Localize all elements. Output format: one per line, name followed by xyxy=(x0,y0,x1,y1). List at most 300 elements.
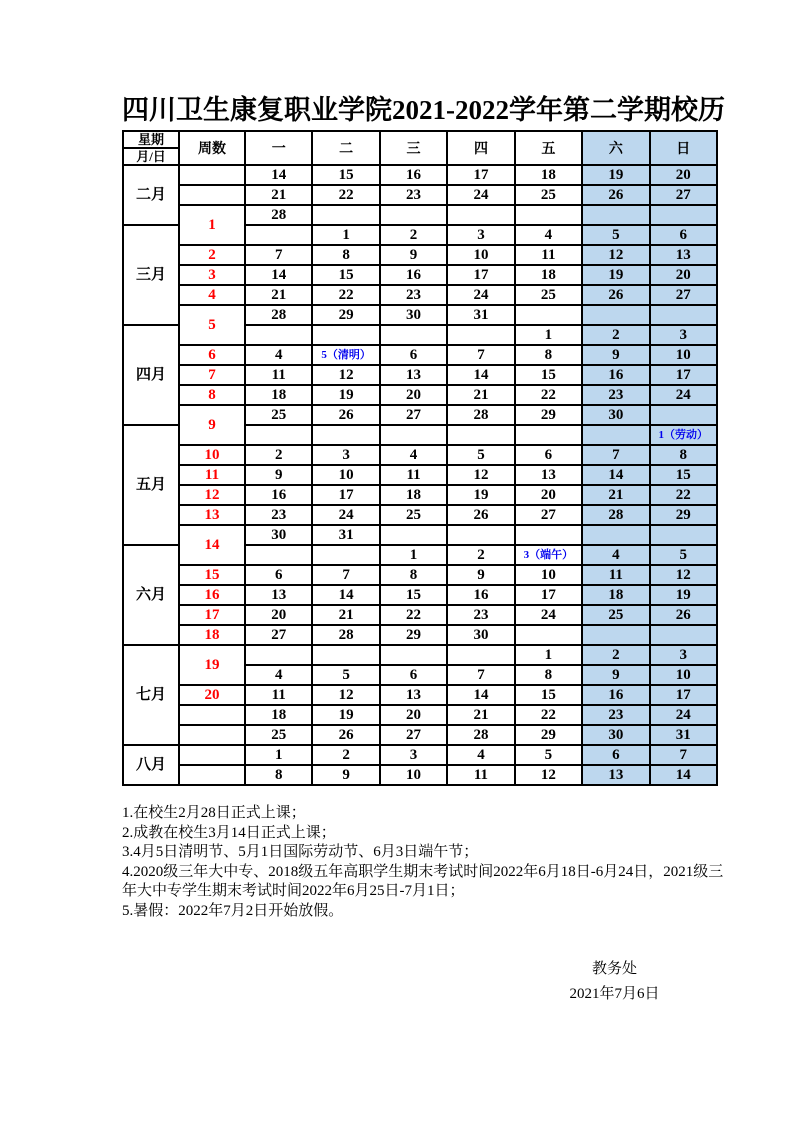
day-cell: 6 xyxy=(380,345,447,365)
header-day: 三 xyxy=(380,131,447,165)
day-cell: 29 xyxy=(380,625,447,645)
week-number-cell: 3 xyxy=(179,265,245,285)
header-day: 四 xyxy=(447,131,514,165)
month-cell: 四月 xyxy=(123,325,179,425)
day-cell: 11 xyxy=(245,685,312,705)
day-cell: 9 xyxy=(312,765,379,785)
week-number-cell: 6 xyxy=(179,345,245,365)
calendar-row xyxy=(123,765,717,785)
day-cell: 4 xyxy=(245,345,312,365)
calendar-row xyxy=(123,685,717,705)
week-number-cell xyxy=(179,165,245,185)
day-cell: 1 xyxy=(312,225,379,245)
day-cell: 14 xyxy=(447,685,514,705)
day-cell: 4 xyxy=(245,665,312,685)
day-cell: 11 xyxy=(447,765,514,785)
header-day: 五 xyxy=(515,131,582,165)
week-number-cell: 10 xyxy=(179,445,245,465)
day-cell: 9 xyxy=(380,245,447,265)
day-cell: 2 xyxy=(312,745,379,765)
week-number-cell: 12 xyxy=(179,485,245,505)
day-cell: 21 xyxy=(245,285,312,305)
day-cell: 21 xyxy=(447,705,514,725)
day-cell xyxy=(515,525,582,545)
month-cell: 三月 xyxy=(123,225,179,325)
week-number-cell: 18 xyxy=(179,625,245,645)
calendar-row xyxy=(123,705,717,725)
day-cell: 21 xyxy=(312,605,379,625)
day-cell: 8 xyxy=(650,445,717,465)
day-cell: 24 xyxy=(312,505,379,525)
day-cell: 28 xyxy=(447,405,514,425)
day-cell: 12 xyxy=(582,245,649,265)
day-cell: 7 xyxy=(447,345,514,365)
day-cell: 2 xyxy=(380,225,447,245)
calendar-row xyxy=(123,405,717,425)
day-cell: 27 xyxy=(650,185,717,205)
week-number-cell xyxy=(179,765,245,785)
day-cell: 21 xyxy=(447,385,514,405)
day-cell xyxy=(312,205,379,225)
day-cell: 30 xyxy=(380,305,447,325)
calendar-row xyxy=(123,505,717,525)
calendar-header-row xyxy=(123,131,717,165)
day-cell: 4 xyxy=(582,545,649,565)
day-cell: 12 xyxy=(312,365,379,385)
day-cell: 28 xyxy=(447,725,514,745)
week-number-cell: 4 xyxy=(179,285,245,305)
day-cell: 31 xyxy=(447,305,514,325)
day-cell: 3（端午） xyxy=(515,545,582,565)
signature-department: 教务处 xyxy=(591,961,637,977)
day-cell: 6 xyxy=(245,565,312,585)
day-cell xyxy=(515,425,582,445)
calendar-row xyxy=(123,585,717,605)
calendar-row xyxy=(123,565,717,585)
day-cell: 15 xyxy=(515,365,582,385)
day-cell: 14 xyxy=(582,465,649,485)
day-cell: 23 xyxy=(582,705,649,725)
day-cell xyxy=(582,625,649,645)
day-cell: 19 xyxy=(582,165,649,185)
week-number-cell xyxy=(179,745,245,765)
calendar-row xyxy=(123,645,717,665)
day-cell xyxy=(515,205,582,225)
day-cell: 11 xyxy=(515,245,582,265)
note-line: 2.成教在校生3月14日正式上课； xyxy=(122,824,336,841)
day-cell xyxy=(582,425,649,445)
day-cell: 5 xyxy=(312,665,379,685)
day-cell: 15 xyxy=(515,685,582,705)
day-cell: 12 xyxy=(515,765,582,785)
day-cell: 11 xyxy=(380,465,447,485)
day-cell: 7 xyxy=(650,745,717,765)
day-cell: 17 xyxy=(447,265,514,285)
day-cell: 1 xyxy=(515,645,582,665)
day-cell: 12 xyxy=(650,565,717,585)
day-cell: 22 xyxy=(380,605,447,625)
day-cell xyxy=(380,205,447,225)
day-cell: 10 xyxy=(312,465,379,485)
day-cell: 13 xyxy=(380,685,447,705)
day-cell: 9 xyxy=(582,665,649,685)
day-cell: 28 xyxy=(312,625,379,645)
day-cell: 11 xyxy=(245,365,312,385)
day-cell: 19 xyxy=(582,265,649,285)
day-cell: 17 xyxy=(312,485,379,505)
day-cell: 4 xyxy=(515,225,582,245)
month-cell: 七月 xyxy=(123,645,179,745)
day-cell: 8 xyxy=(245,765,312,785)
day-cell xyxy=(245,645,312,665)
calendar-row xyxy=(123,165,717,185)
day-cell: 16 xyxy=(582,365,649,385)
day-cell: 8 xyxy=(380,565,447,585)
day-cell: 3 xyxy=(380,745,447,765)
day-cell xyxy=(380,525,447,545)
note-line: 4.2020级三年大中专、2018级五年高职学生期末考试时间2022年6月18日-6月24日，2021级三年大中专学生期末考试时间2022年6月25日-7月1日； xyxy=(122,863,724,899)
day-cell: 6 xyxy=(582,745,649,765)
day-cell xyxy=(650,525,717,545)
signature-block xyxy=(527,957,702,1007)
day-cell: 22 xyxy=(515,385,582,405)
day-cell: 23 xyxy=(245,505,312,525)
calendar-row xyxy=(123,365,717,385)
day-cell: 19 xyxy=(312,385,379,405)
day-cell xyxy=(650,205,717,225)
day-cell xyxy=(447,525,514,545)
day-cell: 22 xyxy=(312,285,379,305)
day-cell: 14 xyxy=(245,165,312,185)
calendar-table xyxy=(122,130,718,786)
day-cell: 24 xyxy=(447,185,514,205)
day-cell: 10 xyxy=(447,245,514,265)
day-cell: 25 xyxy=(245,725,312,745)
calendar-row xyxy=(123,465,717,485)
day-cell: 16 xyxy=(380,165,447,185)
calendar-row xyxy=(123,485,717,505)
day-cell: 1（劳动） xyxy=(650,425,717,445)
day-cell: 28 xyxy=(245,205,312,225)
day-cell: 14 xyxy=(650,765,717,785)
header-day: 六 xyxy=(582,131,649,165)
day-cell: 18 xyxy=(245,385,312,405)
day-cell: 16 xyxy=(245,485,312,505)
day-cell: 10 xyxy=(650,345,717,365)
calendar-row xyxy=(123,285,717,305)
day-cell: 9 xyxy=(447,565,514,585)
day-cell: 29 xyxy=(515,405,582,425)
week-number-cell xyxy=(179,185,245,205)
day-cell: 24 xyxy=(650,705,717,725)
day-cell: 16 xyxy=(447,585,514,605)
day-cell: 1 xyxy=(245,745,312,765)
calendar-row xyxy=(123,345,717,365)
day-cell: 23 xyxy=(380,285,447,305)
day-cell: 30 xyxy=(245,525,312,545)
day-cell: 20 xyxy=(245,605,312,625)
day-cell xyxy=(380,425,447,445)
day-cell: 27 xyxy=(650,285,717,305)
day-cell: 22 xyxy=(515,705,582,725)
day-cell: 20 xyxy=(380,705,447,725)
calendar-row xyxy=(123,265,717,285)
day-cell: 25 xyxy=(582,605,649,625)
day-cell: 26 xyxy=(312,405,379,425)
day-cell: 16 xyxy=(380,265,447,285)
day-cell xyxy=(447,205,514,225)
day-cell xyxy=(312,425,379,445)
day-cell: 8 xyxy=(515,665,582,685)
day-cell: 17 xyxy=(650,365,717,385)
day-cell xyxy=(447,425,514,445)
day-cell: 21 xyxy=(582,485,649,505)
day-cell: 6 xyxy=(380,665,447,685)
week-number-cell: 7 xyxy=(179,365,245,385)
day-cell: 26 xyxy=(312,725,379,745)
day-cell: 24 xyxy=(515,605,582,625)
day-cell: 23 xyxy=(582,385,649,405)
day-cell: 19 xyxy=(312,705,379,725)
week-number-cell: 5 xyxy=(179,305,245,345)
page-title: 四川卫生康复职业学院2021-2022学年第二学期校历 xyxy=(122,95,725,125)
day-cell: 5 xyxy=(447,445,514,465)
day-cell xyxy=(515,625,582,645)
note-line: 5.暑假：2022年7月2日开始放假。 xyxy=(122,902,344,919)
day-cell: 28 xyxy=(582,505,649,525)
day-cell: 28 xyxy=(245,305,312,325)
day-cell: 17 xyxy=(650,685,717,705)
day-cell: 10 xyxy=(515,565,582,585)
header-day: 一 xyxy=(245,131,312,165)
day-cell: 19 xyxy=(650,585,717,605)
day-cell: 26 xyxy=(650,605,717,625)
day-cell: 18 xyxy=(515,165,582,185)
day-cell: 9 xyxy=(245,465,312,485)
day-cell: 2 xyxy=(447,545,514,565)
day-cell: 22 xyxy=(312,185,379,205)
header-day: 日 xyxy=(650,131,717,165)
day-cell: 6 xyxy=(650,225,717,245)
day-cell xyxy=(447,645,514,665)
day-cell: 13 xyxy=(650,245,717,265)
calendar-row xyxy=(123,185,717,205)
day-cell: 13 xyxy=(380,365,447,385)
week-number-cell xyxy=(179,705,245,725)
day-cell: 26 xyxy=(447,505,514,525)
day-cell: 13 xyxy=(582,765,649,785)
day-cell: 9 xyxy=(582,345,649,365)
week-number-cell xyxy=(179,725,245,745)
day-cell xyxy=(245,325,312,345)
day-cell: 15 xyxy=(312,165,379,185)
day-cell: 8 xyxy=(312,245,379,265)
day-cell: 13 xyxy=(245,585,312,605)
day-cell: 4 xyxy=(380,445,447,465)
day-cell: 15 xyxy=(650,465,717,485)
week-number-cell: 16 xyxy=(179,585,245,605)
day-cell: 24 xyxy=(650,385,717,405)
calendar-row xyxy=(123,305,717,325)
day-cell: 15 xyxy=(312,265,379,285)
day-cell: 14 xyxy=(245,265,312,285)
day-cell: 30 xyxy=(582,725,649,745)
week-number-cell: 1 xyxy=(179,205,245,245)
day-cell xyxy=(312,325,379,345)
day-cell: 18 xyxy=(515,265,582,285)
month-cell: 五月 xyxy=(123,425,179,545)
day-cell: 29 xyxy=(312,305,379,325)
day-cell: 20 xyxy=(380,385,447,405)
day-cell xyxy=(245,225,312,245)
day-cell: 29 xyxy=(650,505,717,525)
day-cell: 26 xyxy=(582,285,649,305)
day-cell: 12 xyxy=(447,465,514,485)
day-cell: 10 xyxy=(380,765,447,785)
day-cell xyxy=(312,545,379,565)
week-number-cell: 14 xyxy=(179,525,245,565)
day-cell: 5（清明） xyxy=(312,345,379,365)
day-cell: 16 xyxy=(582,685,649,705)
calendar-row xyxy=(123,525,717,545)
day-cell: 6 xyxy=(515,445,582,465)
day-cell: 3 xyxy=(312,445,379,465)
day-cell xyxy=(650,305,717,325)
day-cell: 1 xyxy=(380,545,447,565)
month-cell: 八月 xyxy=(123,745,179,785)
day-cell xyxy=(582,205,649,225)
corner-label-weekday: 星期 xyxy=(124,132,178,149)
day-cell xyxy=(650,625,717,645)
header-week-number: 周数 xyxy=(179,131,245,165)
day-cell: 15 xyxy=(380,585,447,605)
day-cell: 27 xyxy=(380,725,447,745)
month-cell: 六月 xyxy=(123,545,179,645)
week-number-cell: 2 xyxy=(179,245,245,265)
day-cell: 21 xyxy=(245,185,312,205)
calendar-row xyxy=(123,385,717,405)
week-number-cell: 15 xyxy=(179,565,245,585)
week-number-cell: 11 xyxy=(179,465,245,485)
day-cell: 7 xyxy=(582,445,649,465)
day-cell: 25 xyxy=(515,185,582,205)
day-cell: 2 xyxy=(582,645,649,665)
calendar-row xyxy=(123,205,717,225)
day-cell: 26 xyxy=(582,185,649,205)
day-cell: 14 xyxy=(312,585,379,605)
day-cell: 20 xyxy=(515,485,582,505)
day-cell: 1 xyxy=(515,325,582,345)
day-cell: 10 xyxy=(650,665,717,685)
day-cell: 7 xyxy=(245,245,312,265)
day-cell: 11 xyxy=(582,565,649,585)
day-cell xyxy=(380,645,447,665)
day-cell xyxy=(312,645,379,665)
day-cell xyxy=(515,305,582,325)
calendar-row xyxy=(123,445,717,465)
month-cell: 二月 xyxy=(123,165,179,225)
day-cell: 17 xyxy=(447,165,514,185)
day-cell: 31 xyxy=(650,725,717,745)
notes-block xyxy=(122,804,726,921)
header-day: 二 xyxy=(312,131,379,165)
day-cell: 5 xyxy=(515,745,582,765)
day-cell: 2 xyxy=(582,325,649,345)
corner-cell xyxy=(123,131,179,165)
week-number-cell: 8 xyxy=(179,385,245,405)
day-cell: 25 xyxy=(515,285,582,305)
week-number-cell: 17 xyxy=(179,605,245,625)
week-number-cell: 19 xyxy=(179,645,245,685)
day-cell: 31 xyxy=(312,525,379,545)
week-number-cell: 13 xyxy=(179,505,245,525)
day-cell: 5 xyxy=(650,545,717,565)
day-cell: 4 xyxy=(447,745,514,765)
day-cell: 20 xyxy=(650,165,717,185)
week-number-cell: 9 xyxy=(179,405,245,445)
day-cell: 17 xyxy=(515,585,582,605)
day-cell: 7 xyxy=(312,565,379,585)
note-line: 1.在校生2月28日正式上课； xyxy=(122,805,306,821)
day-cell: 29 xyxy=(515,725,582,745)
day-cell: 14 xyxy=(447,365,514,385)
day-cell: 3 xyxy=(650,645,717,665)
day-cell: 3 xyxy=(447,225,514,245)
calendar-row xyxy=(123,605,717,625)
day-cell xyxy=(245,425,312,445)
calendar-row xyxy=(123,745,717,765)
day-cell: 27 xyxy=(245,625,312,645)
calendar-row xyxy=(123,725,717,745)
day-cell: 23 xyxy=(380,185,447,205)
day-cell: 18 xyxy=(582,585,649,605)
day-cell: 12 xyxy=(312,685,379,705)
day-cell: 18 xyxy=(380,485,447,505)
day-cell xyxy=(582,525,649,545)
day-cell xyxy=(650,405,717,425)
signature-date: 2021年7月6日 xyxy=(569,986,660,1002)
day-cell: 23 xyxy=(447,605,514,625)
day-cell: 27 xyxy=(380,405,447,425)
day-cell: 30 xyxy=(447,625,514,645)
day-cell: 8 xyxy=(515,345,582,365)
calendar-row xyxy=(123,625,717,645)
day-cell: 18 xyxy=(245,705,312,725)
day-cell: 7 xyxy=(447,665,514,685)
day-cell: 19 xyxy=(447,485,514,505)
corner-label-month-day: 月/日 xyxy=(136,149,166,164)
day-cell: 30 xyxy=(582,405,649,425)
day-cell: 25 xyxy=(380,505,447,525)
day-cell: 24 xyxy=(447,285,514,305)
day-cell xyxy=(245,545,312,565)
day-cell: 5 xyxy=(582,225,649,245)
day-cell xyxy=(447,325,514,345)
day-cell: 20 xyxy=(650,265,717,285)
day-cell: 2 xyxy=(245,445,312,465)
day-cell: 27 xyxy=(515,505,582,525)
week-number-cell: 20 xyxy=(179,685,245,705)
day-cell: 25 xyxy=(245,405,312,425)
day-cell xyxy=(380,325,447,345)
calendar-row xyxy=(123,245,717,265)
day-cell xyxy=(582,305,649,325)
day-cell: 22 xyxy=(650,485,717,505)
page-content xyxy=(122,95,725,1007)
day-cell: 3 xyxy=(650,325,717,345)
day-cell: 13 xyxy=(515,465,582,485)
note-line: 3.4月5日清明节、5月1日国际劳动节、6月3日端午节； xyxy=(122,844,479,860)
